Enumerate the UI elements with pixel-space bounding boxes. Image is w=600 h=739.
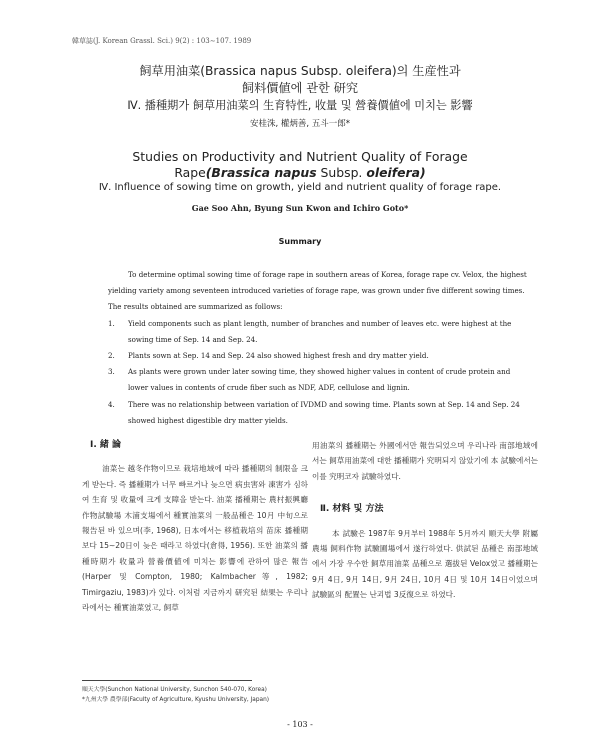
summary-item-text: As plants were grown under later sowing time, they showed higher values in content of crude protein and lower values in contents of crude fiber such as NDF, ADF, cellulose and lignin. <box>128 367 511 393</box>
summary-item-text: There was no relationship between variation of IVDMD and sowing time. Plants sown at Sep. 14 and Sep. 24 showed highest digestible dry matter yields. <box>128 399 520 425</box>
summary-item-1 <box>108 316 528 348</box>
korean-title-line-3: Ⅳ. 播種期가 飼草用油菜의 生育特性, 收量 및 營養價値에 미치는 影響 <box>127 99 473 112</box>
korean-title-line-1: 飼草用油菜(Brassica napus Subsp. oleifera)의 生産性과 <box>139 64 461 78</box>
english-title-line-2 <box>60 165 540 180</box>
page-number: - 103 - <box>287 720 313 729</box>
journal-citation: 韓草誌(J. Korean Grassl. Sci.) 9(2) : 103∼107. 1989 <box>72 37 252 45</box>
footnote-divider <box>82 680 252 681</box>
introduction-heading: Ⅰ. 緒 論 <box>90 440 122 450</box>
summary-item-text: Yield components such as plant length, number of branches and number of leaves etc. were highest at the sowing time of Sep. 14 and Sep. 24. <box>128 318 512 344</box>
english-title-line-1: Studies on Productivity and Nutrient Quality of Forage <box>132 149 468 164</box>
summary-item-number: 3. <box>108 367 115 377</box>
summary-item-number: 4. <box>108 399 115 409</box>
left-column <box>82 438 308 615</box>
introduction-text: 油菜는 越冬作物이므로 栽培地域에 따라 播種期의 制限을 크게 받는다. 즉 播種期가 너무 빠르거나 늦으면 病虫害와 凍害가 심하여 生育 및 收量에 크게 支障을 받는다. 油菜 播種期는 農村振興廳 作物試驗場 木浦支場에서 種實油菜의 一般品種은 10月 中旬으로 報告된 바 있으며(李, 1968), 日本에서는 移植栽培의 苗床 播種期보다 15∼20日이 늦은 때라고 하였다(倉得, 1956). 또한 油菜의 播種時期가 收量과 營養價値에 미치는 影響에 관하여 많은 報告(Harper 및 Compton, 1980; Kalmbacher等, 1982; Timirgaziu, 1983)가 있다. 이처럼 지금까지 研究된 結果는 우리나라에서는 種實油菜였고, 飼草 <box>82 464 308 613</box>
summary-body <box>108 267 528 429</box>
summary-item-2 <box>108 348 528 364</box>
summary-item-number: 1. <box>108 318 115 328</box>
methods-text: 本 試驗은 1987年 9月부터 1988年 5月까지 順天大學 附屬農場 飼料作物 試驗圃場에서 遂行하였다. 供試된 品種은 南部地域에서 가장 우수한 飼草用油菜 品種으로 選拔된 Velox였고 播種期는 9月 4日, 9月 14日, 9月 24日, 10月 4日 및 10月 14日이었으며 試驗區의 配置는 난괴법 3反復으로 하였다. <box>312 528 538 600</box>
korean-authors: 安桂洙, 權炳善, 五斗一郎* <box>249 119 351 129</box>
right-column <box>312 438 538 603</box>
summary-intro: To determine optimal sowing time of forage rape in southern areas of Korea, forage rape cv. Velox, the highest yielding variety among seventeen introduced varieties of forage rape, was grown under five different sowing times. The results obtained are summarized as follows: <box>108 270 527 312</box>
title-word-rape: Rape <box>174 165 206 180</box>
summary-item-number: 2. <box>108 351 115 361</box>
summary-item-3 <box>108 364 528 396</box>
english-authors: Gae Soo Ahn, Byung Sun Kwon and Ichiro Goto* <box>191 203 409 213</box>
summary-item-4 <box>108 397 528 429</box>
title-subspecies-name: oleifera) <box>366 165 426 180</box>
summary-item-text: Plants sown at Sep. 14 and Sep. 24 also showed highest fresh and dry matter yield. <box>128 351 429 361</box>
english-title-line-3: Ⅳ. Influence of sowing time on growth, yield and nutrient quality of forage rape. <box>98 182 502 193</box>
footnote-affiliation-2: *九州大學 農學部(Faculty of Agriculture, Kyushu University, Japan) <box>82 697 270 703</box>
title-subsp: Subsp. <box>316 165 367 180</box>
title-species-name: (Brassica napus <box>205 165 317 180</box>
korean-title-line-2: 飼料價値에 관한 研究 <box>241 81 359 95</box>
introduction-continued-text: 用油菜의 播種期는 外國에서만 報告되었으며 우리나라 南部地域에서는 飼草用油菜에 대한 播種期가 究明되지 않았기에 本 試驗에서는 이를 究明코자 試驗하였다. <box>312 441 538 481</box>
summary-heading: Summary <box>278 237 322 246</box>
footnote-affiliation-1: 順天大學(Sunchon National University, Sunchon 540-070, Korea) <box>82 687 267 693</box>
methods-heading: Ⅱ. 材料 및 方法 <box>320 504 384 515</box>
